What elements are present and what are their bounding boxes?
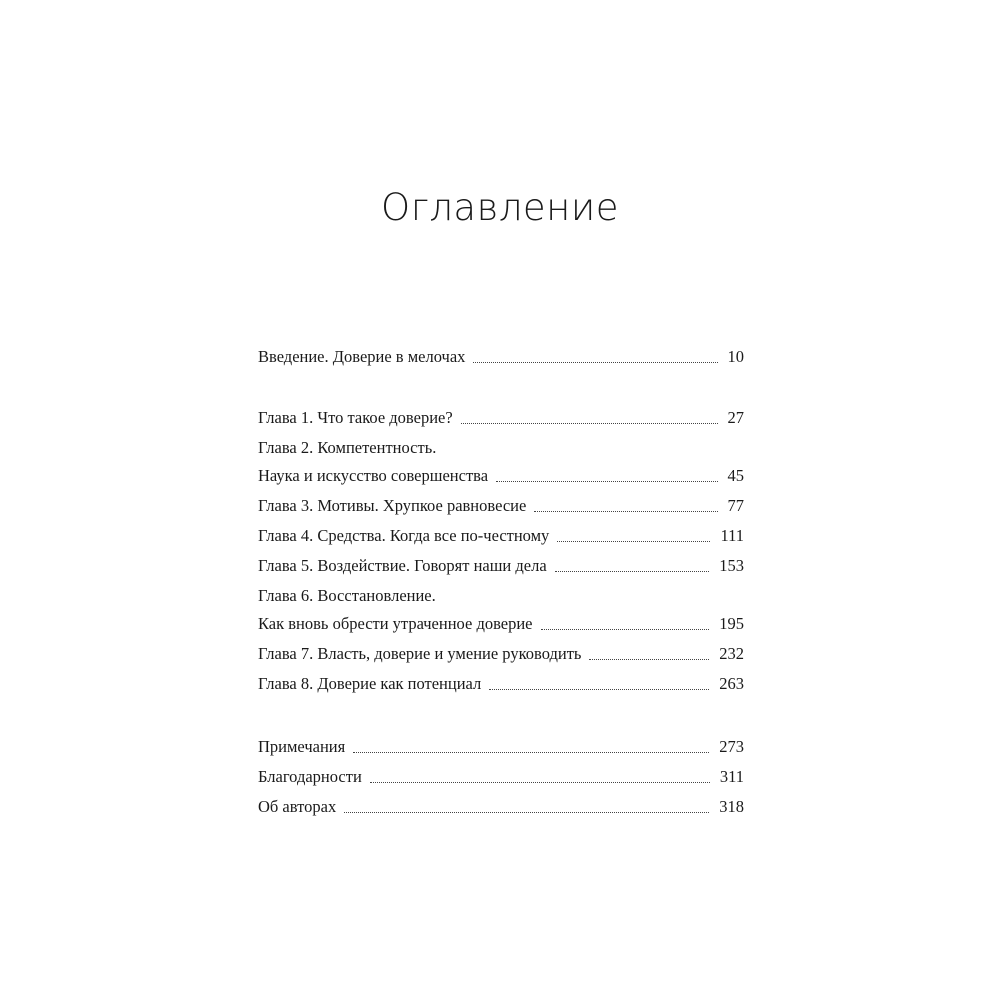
toc-page-number: 153 <box>719 556 744 575</box>
toc-entry-about-authors[interactable] <box>258 793 744 821</box>
dot-leader <box>555 571 710 572</box>
toc-entry-notes[interactable] <box>258 733 744 761</box>
toc-page-number: 27 <box>727 408 744 427</box>
toc-entry-chapter-2[interactable] <box>258 434 744 490</box>
dot-leader <box>353 752 709 753</box>
dot-leader <box>557 541 710 542</box>
dot-leader <box>489 689 709 690</box>
toc-entry-chapter-8[interactable] <box>258 670 744 698</box>
dot-leader <box>461 423 718 424</box>
dot-leader <box>344 812 709 813</box>
dot-leader <box>370 782 710 783</box>
toc-entry-chapter-5[interactable] <box>258 552 744 580</box>
toc-entry-chapter-4[interactable] <box>258 522 744 550</box>
dot-leader <box>589 659 709 660</box>
toc-entry-title: Глава 7. Власть, доверие и умение руководить <box>258 644 582 663</box>
toc-entry-title: Глава 5. Воздействие. Говорят наши дела <box>258 556 547 575</box>
toc-entry-chapter-1[interactable] <box>258 404 744 432</box>
toc-entry-subtitle: Как вновь обрести утраченное доверие <box>258 614 533 633</box>
toc-entry-chapter-3[interactable] <box>258 492 744 520</box>
toc-page-number: 263 <box>719 674 744 693</box>
toc-entry-title: Об авторах <box>258 797 337 816</box>
toc-entry-acknowledgements[interactable] <box>258 763 744 791</box>
toc-page-number: 111 <box>720 526 744 545</box>
toc-page-number: 10 <box>727 347 744 366</box>
toc-entry-title: Примечания <box>258 737 346 756</box>
toc-page-number: 195 <box>719 614 744 633</box>
page-title: Оглавление <box>380 186 620 229</box>
dot-leader <box>496 481 717 482</box>
dot-leader <box>541 629 710 630</box>
toc-entry-intro[interactable] <box>258 343 744 371</box>
toc-page-number: 77 <box>727 496 744 515</box>
toc-entry-title: Глава 6. Восстановление. <box>258 586 436 605</box>
toc-entry-title: Глава 4. Средства. Когда все по-честному <box>258 526 550 545</box>
toc-entry-chapter-6[interactable] <box>258 582 744 638</box>
dot-leader <box>534 511 717 512</box>
toc-entry-subtitle: Наука и искусство совершенства <box>258 466 489 485</box>
toc-page-number: 318 <box>719 797 744 816</box>
toc-page-number: 311 <box>719 767 744 786</box>
toc-page-number: 45 <box>727 466 744 485</box>
toc-back-matter <box>258 733 744 821</box>
toc-chapters <box>258 404 744 698</box>
toc-entry-title: Благодарности <box>258 767 362 786</box>
toc-page-number: 273 <box>719 737 744 756</box>
toc-entry-title: Глава 3. Мотивы. Хрупкое равновесие <box>258 496 527 515</box>
toc-page-number: 232 <box>719 644 744 663</box>
dot-leader <box>473 362 717 363</box>
toc-entry-title: Глава 8. Доверие как потенциал <box>258 674 482 693</box>
table-of-contents <box>258 343 744 821</box>
toc-entry-title: Глава 2. Компетентность. <box>258 438 437 457</box>
toc-entry-title: Глава 1. Что такое доверие? <box>258 408 453 427</box>
toc-entry-title: Введение. Доверие в мелочах <box>258 347 466 366</box>
toc-entry-chapter-7[interactable] <box>258 640 744 668</box>
